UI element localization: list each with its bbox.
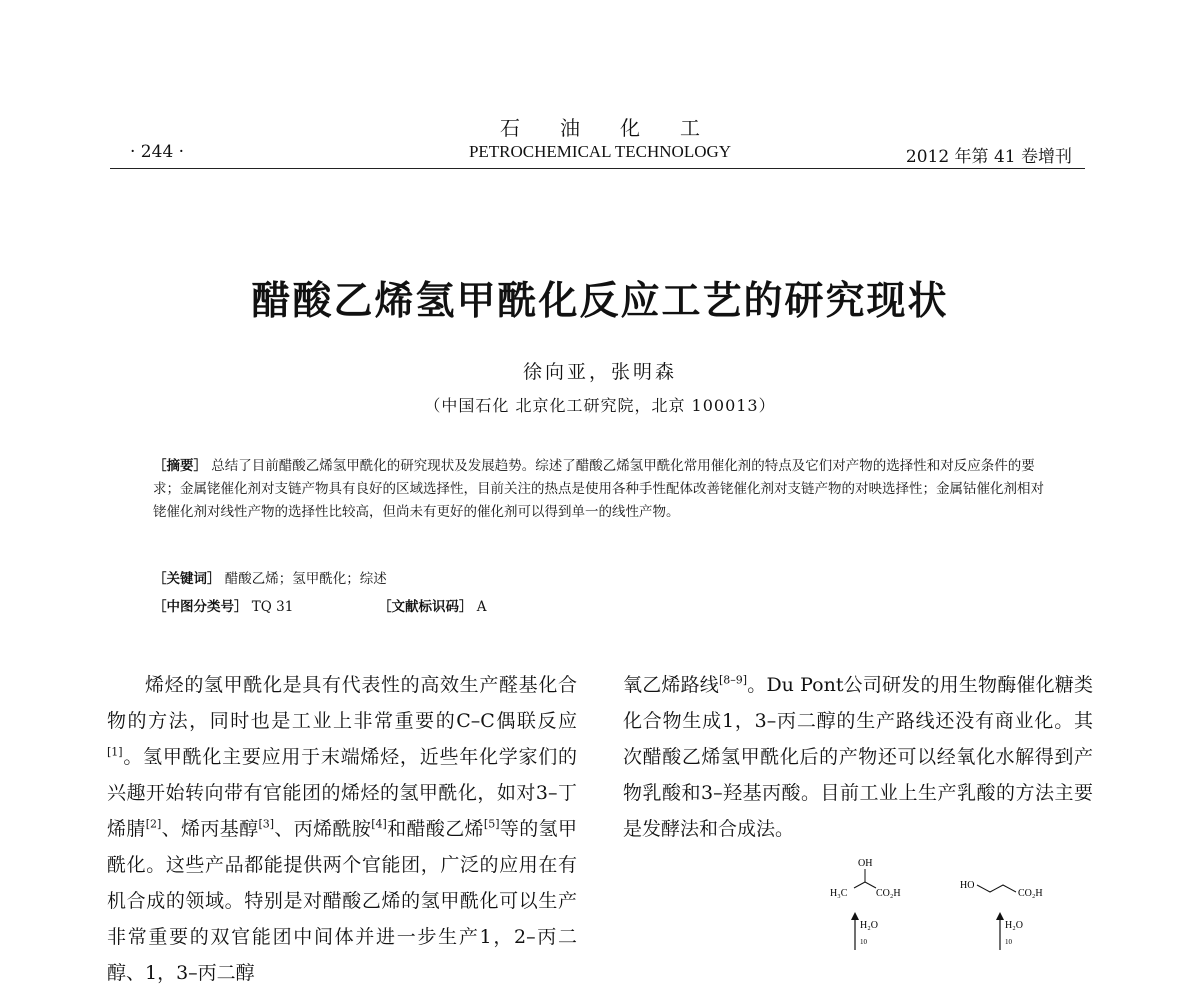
abstract-label: ［摘要］ bbox=[153, 458, 207, 474]
document-code bbox=[378, 595, 487, 615]
keywords bbox=[153, 567, 387, 587]
body-text: 、烯丙基醇 bbox=[161, 818, 259, 840]
body-text: 。氢甲酰化主要应用于末端烯烃，近些年化学家们的兴趣开始转向带有官能团的烯烃的氢甲酰化，如对3–丁烯腈 bbox=[107, 746, 577, 840]
classification-number bbox=[153, 595, 293, 615]
citation: [8–9] bbox=[718, 673, 748, 687]
body-column-left bbox=[107, 667, 577, 991]
body-text: 等的氢甲酰化。这些产品都能提供两个官能团，广泛的应用在有机合成的领域。特别是对醋酸乙烯的氢甲酰化可以生产非常重要的双官能团中间体并进一步生产1，2–丙二醇、1，3–丙二醇 bbox=[107, 818, 577, 984]
body-text: 氧乙烯路线 bbox=[623, 674, 719, 696]
citation: [2] bbox=[145, 817, 162, 831]
reaction-scheme-figure bbox=[810, 852, 1070, 952]
citation: [1] bbox=[107, 745, 123, 759]
body-text: 和醋酸乙烯 bbox=[386, 818, 484, 840]
abstract-text: 总结了目前醋酸乙烯氢甲酰化的研究现状及发展趋势。综述了醋酸乙烯氢甲酰化常用催化剂的特点及它们对产物的选择性和对反应条件的要求；金属铑催化剂对支链产物具有良好的区域选择性，目前关注的热点是使用各种手性配体改善铑催化剂对支链产物的对映选择性；金属钴催化剂相对铑催化剂对线性产物的选择性比较高，但尚未有更好的催化剂可以得到单一的线性产物。 bbox=[153, 458, 1044, 520]
step-label: 10 bbox=[860, 938, 867, 946]
issue-info: 2012 年第 41 卷增刊 bbox=[905, 147, 1072, 167]
co2h-label: CO₂H bbox=[876, 888, 901, 899]
step-label: 10 bbox=[1005, 938, 1012, 946]
abstract bbox=[153, 455, 1053, 524]
affiliation: （中国石化 北京化工研究院，北京 100013） bbox=[424, 396, 776, 415]
h2o-label: H₂O bbox=[860, 920, 878, 931]
citation: [5] bbox=[483, 817, 500, 831]
h2o-label: H₂O bbox=[1005, 920, 1023, 931]
keywords-text: 醋酸乙烯；氢甲酰化；综述 bbox=[224, 571, 387, 587]
body-text: 烯烃的氢甲酰化是具有代表性的高效生产醛基化合物的方法，同时也是工业上非常重要的C–C偶联反应 bbox=[107, 674, 577, 732]
body-column-right bbox=[623, 667, 1093, 847]
body-text: 、丙烯酰胺 bbox=[274, 818, 372, 840]
classification-text: TQ 31 bbox=[251, 599, 294, 615]
doc-code-text: A bbox=[476, 599, 487, 615]
h3c-label: H₃C bbox=[830, 888, 848, 899]
arrow-head bbox=[851, 912, 859, 920]
article-title: 醋酸乙烯氢甲酰化反应工艺的研究现状 bbox=[251, 279, 949, 324]
journal-title-en: PETROCHEMICAL TECHNOLOGY bbox=[468, 142, 732, 161]
keywords-label: ［关键词］ bbox=[153, 571, 221, 587]
body-text: 。Du Pont公司研发的用生物酶催化糖类化合物生成1，3–丙二醇的生产路线还没有商业化。其次醋酸乙烯氢甲酰化后的产物还可以经氧化水解得到产物乳酸和3–羟基丙酸。目前工业上生产乳酸的方法主要是发酵法和合成法。 bbox=[623, 674, 1093, 840]
classification-label: ［中图分类号］ bbox=[153, 599, 248, 615]
bond bbox=[865, 882, 876, 888]
doc-code-label: ［文献标识码］ bbox=[378, 599, 473, 615]
chain bbox=[977, 885, 1016, 892]
arrow-head bbox=[996, 912, 1004, 920]
citation: [4] bbox=[371, 817, 387, 831]
header-rule bbox=[110, 168, 1085, 169]
page-number: · 244 · bbox=[130, 142, 185, 162]
ho-label: HO bbox=[960, 880, 975, 891]
authors: 徐向亚，张明森 bbox=[522, 361, 677, 383]
citation: [3] bbox=[258, 817, 275, 831]
oh-label: OH bbox=[858, 858, 873, 869]
bond bbox=[854, 882, 865, 888]
co2h-label: CO₂H bbox=[1018, 888, 1043, 899]
journal-title-cn: 石油化工 bbox=[500, 116, 740, 140]
